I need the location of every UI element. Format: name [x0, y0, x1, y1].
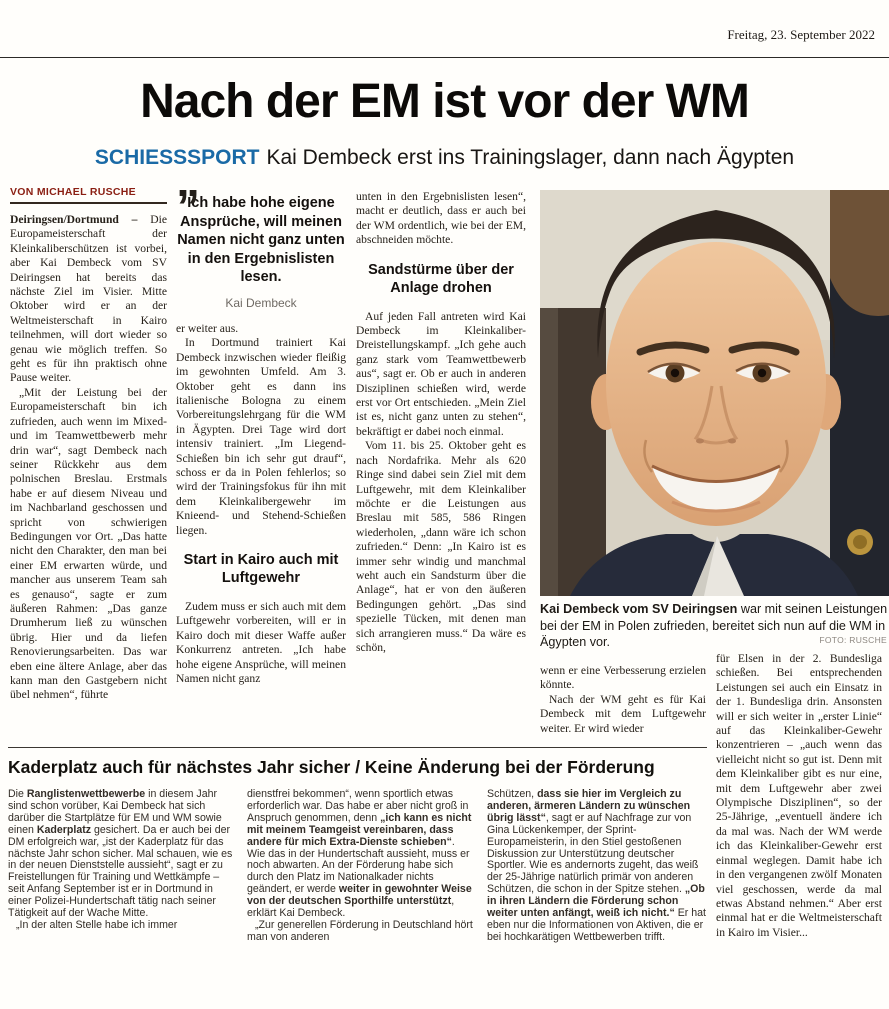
sub-article-headline: Kaderplatz auch für nächstes Jahr sicher / Keine Änderung bei der Förderung: [8, 757, 655, 777]
paragraph: „In der alten Stelle habe ich immer: [16, 918, 178, 931]
paragraph: Nach der WM geht es für Kai Dembeck mit dem Luftgewehr weiter. Er wird wieder: [540, 692, 706, 735]
top-rule: [0, 57, 889, 58]
article-kicker-line: [0, 146, 889, 170]
paragraph: Deiringsen/Dortmund – Die Europameisterschaft der Kleinkaliberschützen ist vorbei, aber Kai Dembeck vom SV Deiringsen hat bereits das nächste Ziel im Visier. Mitte Oktober wird er an der Weltmeisterschaft in Kairo teilnehmen, will dort wieder so genau wie möglich treffen. So geht es für ihn praktisch ohne Pause weiter.: [10, 213, 167, 385]
subhead-sandstorms: Sandstürme über der Anlage drohen: [368, 261, 514, 296]
photo-credit: FOTO: RUSCHE: [819, 635, 887, 646]
sub-article-column-3: [487, 789, 708, 1007]
article-column-3: [356, 190, 526, 746]
sub-article-column-2: [247, 789, 476, 1007]
sub-article-rule: [8, 747, 707, 748]
paragraph: Die Ranglistenwettbewerbe in diesem Jahr sind schon vorüber, Kai Dembeck hat sich darüber die Startplätze für EM und WM sowie einen Kaderplatz gesichert. Da er auch bei der DM erfolgreich war, „ist der Kaderplatz für das nächste Jahr schon sicher. Mal schauen, wie es in der neuen Dienststelle aussieht“, sagt er zu Freistellungen für Training und Wettkämpfe – seit Anfang September ist er in Dortmund in einer Polizei-Hundertschaft tätig nach seiner Tätigkeit auf der Wache Mitte.: [8, 789, 233, 920]
paragraph: Schützen, dass sie hier im Vergleich zu anderen, ärmeren Ländern zu wünschen übrig lässt“, sagt er auf Nachfrage zur von Gina Lückenkemper, der Sprint-Europameisterin, in den Stiel gestoßenen Diskussion zur Unterstützung deutscher Sportler. Wie es andernorts zugeht, das weiß der 25-Jährige natürlich primär von anderen Schützen, die schon in der Spitze stehen. „Ob in ihren Ländern die Förderung schon weiter unten anfängt, weiß ich nicht.“ Er hat eben nur die Informationen von Aktiven, die er bei hochkarätigen Wettbewerben trifft.: [487, 789, 706, 943]
paragraph: für Elsen in der 2. Bundesliga schießen. Bei entsprechenden Leistungen sei auch ein Einsatz in der 1. Bundesliga drin. Ansonsten will er sich weiter in „erster Linie“ auf das Kleinkaliber-Gewehr konzentrieren – „auch wenn das vielleicht nicht so gut ist. Denn mit dem Kleinkaliber gibt es nur eine, mit dem Luftgewehr aber zwei Olympische Disziplinen“, so der 25-Jährige, „eventuell ändere ich da mal was. Nach der WM werde ich das Kleinkaliber-Gewehr erst einmal weglegen. Damit habe ich in den vergangenen zwölf Monaten viel geschossen, werde da mal etwas Abstand nehmen.“ Aber erst einmal hat er die Weltmeisterschaft in Kairo im Visier...: [716, 652, 882, 939]
article-column-5: [716, 652, 882, 1007]
pull-quote-attribution: Kai Dembeck: [225, 295, 297, 310]
paragraph: In Dortmund trainiert Kai Dembeck inzwischen wieder fleißig im gewohnten Umfeld. Am 3. Oktober geht es dann ins italienische Bologna zu einem Vorbereitungslehrgang für die WM in Ägypten. Drei Tage wird dort intensiv trainiert. „Im Liegend-Schießen bin ich sehr gut drauf“, schoss er da in Polen fehlerlos; so wird der Trainingsfokus für ihn mit dem Kleinkalibergewehr im Knieend- und Stehend-Schießen liegen.: [176, 336, 346, 537]
kicker-label: SCHIESSSPORT: [94, 146, 260, 169]
paragraph: „Zur generellen Förderung in Deutschland hört man von anderen: [247, 918, 473, 943]
photo-caption-text: Kai Dembeck vom SV Deiringsen war mit seinen Leistungen bei der EM in Polen zufrieden, bereitet sich nun auf die WM in Ägypten vor.: [540, 602, 888, 650]
pull-quote: [176, 190, 346, 310]
paragraph: dienstfrei bekommen“, wenn sportlich etwas erforderlich war. Das habe er aber nicht groß in Anspruch genommen, denn „ich kann es nicht mit meinem Teamgeist vereinbaren, dass andere für mich Extra-Dienste schieben“. Wie das in der Hundertschaft aussieht, muss er noch abwarten. An der Förderung habe sich durch den Platz im Nationalkader nichts geändert, er werde weiter in gewohnter Weise von der deutschen Sporthilfe unterstützt, erklärt Kai Dembeck.: [247, 789, 472, 920]
paragraph: Zudem muss er sich auch mit dem Luftgewehr vorbereiten, will er in Kairo doch mit dieser Waffe außer Konkurrenz antreten. „Ich habe hohe eigene Ansprüche, will meinen Namen nicht ganz: [176, 600, 346, 686]
quote-mark-icon: ”: [176, 190, 200, 234]
article-column-1: [10, 213, 167, 746]
paragraph: „Mit der Leistung bei der Europameisterschaft bin ich zufrieden, auch wenn im Mixed- und im Teamwettbewerb mehr drin war“, sagt Dembeck nach seiner Rückkehr aus dem polnischen Breslau. Erstmals habe er auf diesem Niveau und im Nachbarland geschossen und spricht von schwierigen Bedingungen vor Ort. „Das hatte nicht den Charakter, den man bei einer EM erwarten würde, und mancher aus unserem Team sah es genauso“, sagte er zum äußeren Rahmen: „Das ganze Drumherum ließ zu wünschen übrig. Hier und da liefen Renovierungsarbeiten. Das war eben eine ältere Anlage, aber das kann man den Gastgebern nicht übel nehmen“, führte: [10, 385, 167, 702]
paragraph: er weiter aus.: [176, 321, 239, 335]
photo-caption: [540, 601, 889, 651]
article-column-4: [540, 664, 706, 746]
kicker-text: Kai Dembeck erst ins Trainingslager, dann nach Ägypten: [266, 146, 795, 169]
article-headline: Nach der EM ist vor der WM: [140, 75, 749, 128]
pull-quote-text: Ich habe hohe eigene Ansprüche, will meinen Namen nicht ganz unten in den Ergebnislisten lesen.: [177, 195, 345, 285]
paragraph: Vom 11. bis 25. Oktober geht es nach Nordafrika. Mehr als 620 Ringe sind dabei sein Ziel mit dem Luftgewehr, mit dem Kleinkaliber möchte er die Leistungen aus Breslau mit 585, 586 Ringen wiederholen, „dann wäre ich schon zufrieden.“ Denn: „In Kairo ist es immer sehr windig und manchmal weht auch ein Sandsturm über die Anlage“, hat er von den äußeren Bedingungen gehört. „Das sind spezielle Tücken, mit denen man sich arrangieren muss.“ Da wäre es schön,: [356, 439, 526, 654]
paragraph: unten in den Ergebnislisten lesen“, macht er deutlich, dass er auch bei der WM ordentlich, wie bei der EM, abschneiden möchte.: [356, 190, 526, 247]
paragraph: Auf jeden Fall antreten wird Kai Dembeck im Kleinkaliber-Dreistellungskampf. „Ich gehe auch ganz stark vom Teamwettbewerb aus“, sagt er. Ob er auch in anderen Disziplinen schießen wird, werde erst vor Ort entschieden. „Mein Ziel ist es, nicht ganz unten zu stehen“, bekräftigt er dabei noch einmal.: [356, 309, 526, 438]
paragraph: wenn er eine Verbesserung erzielen könnte.: [540, 664, 706, 692]
byline: VON MICHAEL RUSCHE: [10, 186, 167, 204]
sub-article-column-1: [8, 789, 235, 1007]
article-photo: [540, 190, 889, 596]
page-date: Freitag, 23. September 2022: [727, 27, 875, 42]
article-column-2: [176, 190, 346, 746]
subhead-start-in-kairo: Start in Kairo auch mit Luftgewehr: [183, 552, 339, 586]
